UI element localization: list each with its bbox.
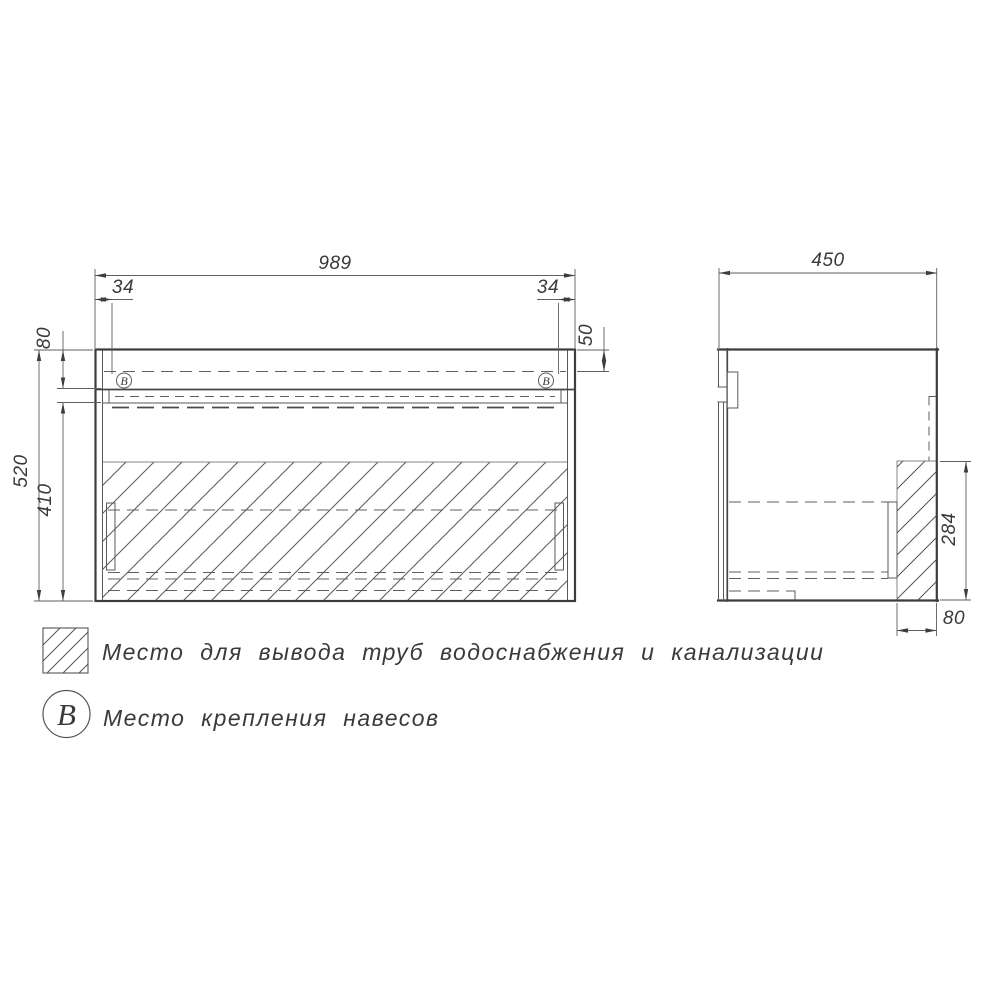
legend-pipes-label: Место для вывода труб водоснабжения и канализации: [102, 639, 825, 665]
dim-top-panel: 80: [34, 326, 55, 350]
legend-hangers-label: Место крепления навесов: [103, 705, 440, 731]
hanger-bracket-side: [727, 372, 738, 408]
mount-marker-left: [117, 373, 132, 388]
front-view: [96, 350, 576, 602]
legend-hatch-swatch: [43, 628, 88, 673]
dim-hanger-drop: 50: [576, 323, 597, 347]
dim-service-zone-width: 80: [942, 608, 966, 629]
dim-body-height: 410: [35, 483, 56, 517]
dim-service-zone-height: 284: [939, 512, 960, 546]
pipe-zone-hatch-front: [103, 462, 568, 601]
mount-symbol-right: В: [542, 374, 550, 388]
dim-hanger-offset-left: 34: [111, 277, 135, 298]
legend-mount-symbol: В: [57, 697, 76, 732]
dim-overall-height: 520: [11, 454, 32, 488]
side-front-panels: [718, 349, 727, 600]
dim-hanger-offset-right: 34: [536, 277, 560, 298]
legend: [43, 628, 824, 738]
mount-symbol-left: В: [120, 374, 128, 388]
dim-overall-width: 989: [318, 253, 352, 274]
drawer-back-runner-side: [888, 502, 897, 578]
mount-marker-right: [539, 373, 554, 388]
drawer-hidden-edges-side: [729, 502, 888, 591]
dim-overall-depth: 450: [811, 250, 845, 271]
side-view: [718, 349, 938, 601]
pipe-zone-hatch-side: [897, 461, 937, 600]
